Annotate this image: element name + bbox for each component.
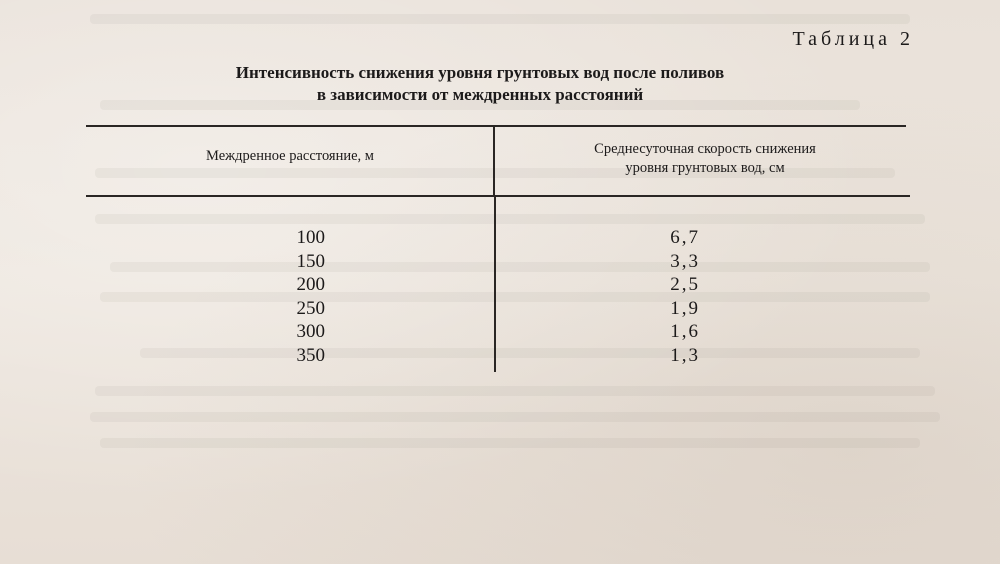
header-bottom-rule <box>86 195 910 197</box>
distance-cell: 100 <box>296 227 325 248</box>
bleed-through-text <box>95 214 925 224</box>
distance-cell: 300 <box>296 321 325 343</box>
column-header-distance: Междренное расстояние, м <box>206 148 374 164</box>
bleed-through-text <box>110 262 930 272</box>
column-header-rate-line-2: уровня грунтовых вод, см <box>625 160 785 176</box>
bleed-through-text <box>100 438 920 448</box>
bleed-through-text <box>90 412 940 422</box>
bleed-through-text <box>95 386 935 396</box>
table-number: Таблица 2 <box>792 28 914 50</box>
distance-cell: 150 <box>296 250 325 272</box>
header-column-divider <box>493 126 495 196</box>
rate-cell: 2,5 <box>670 274 700 296</box>
distance-cell: 250 <box>296 297 325 319</box>
column-header-rate-line-1: Среднесуточная скорость снижения <box>594 141 816 157</box>
bleed-through-text <box>100 292 930 302</box>
table-top-rule <box>86 125 906 127</box>
distance-cell: 200 <box>296 274 325 296</box>
table-title-line-1: Интенсивность снижения уровня грунтовых вод после поливов <box>235 63 725 82</box>
column-header-rate <box>515 140 895 178</box>
rate-cell: 1,3 <box>670 344 700 366</box>
rate-cell: 3,3 <box>670 250 700 272</box>
distance-column <box>250 226 325 368</box>
table-title-line-2: в зависимости от междренных расстояний <box>316 85 644 104</box>
table-title <box>130 62 830 106</box>
rate-cell: 6,7 <box>670 227 700 248</box>
distance-cell: 350 <box>296 344 325 366</box>
rate-column <box>620 226 700 368</box>
bleed-through-text <box>90 14 910 24</box>
rate-cell: 1,6 <box>670 321 700 343</box>
rate-cell: 1,9 <box>670 297 700 319</box>
body-column-divider <box>494 196 496 372</box>
